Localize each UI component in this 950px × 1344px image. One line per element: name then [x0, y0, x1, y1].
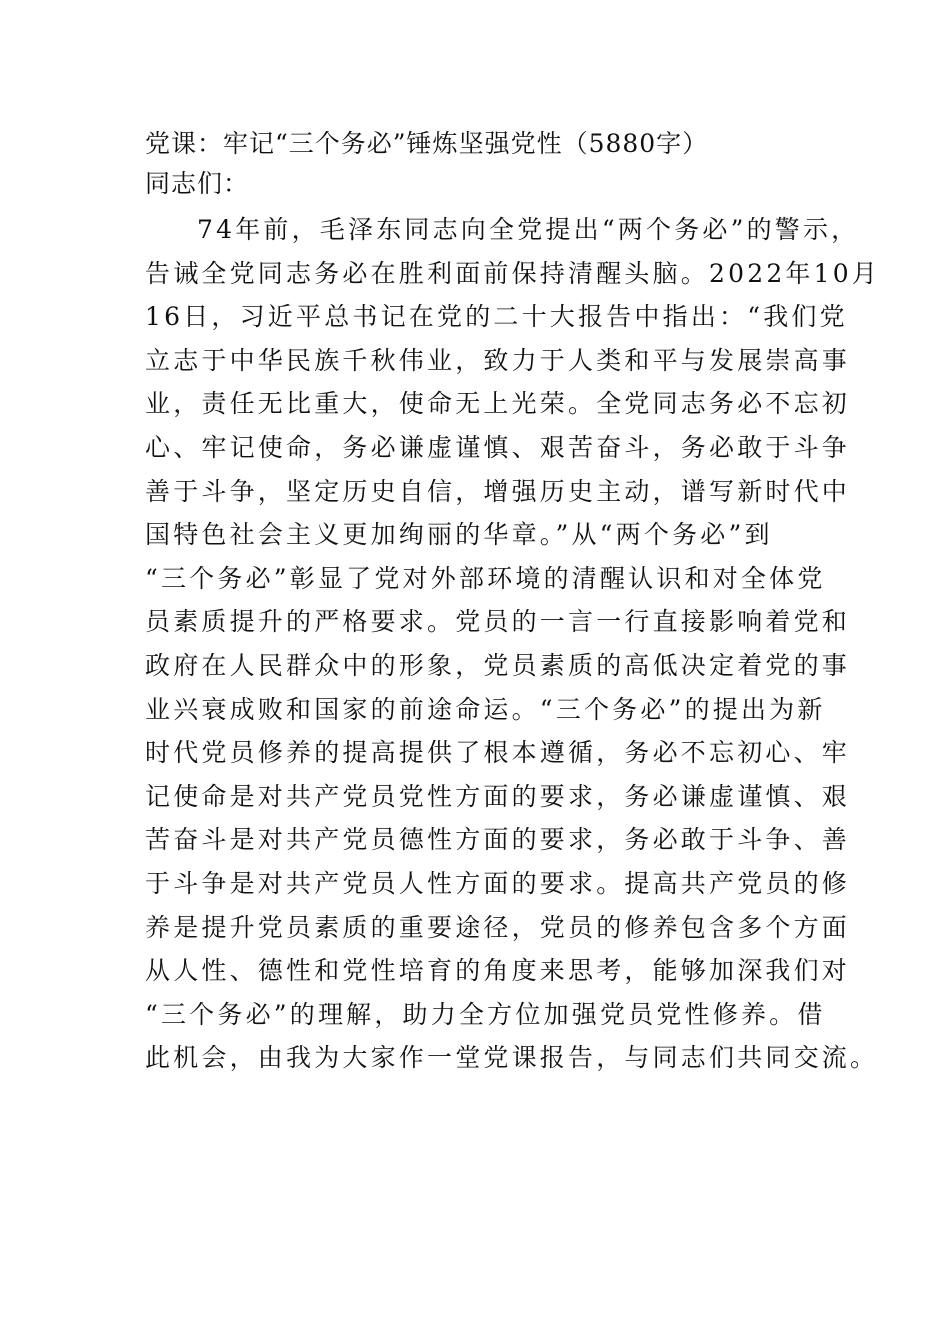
paragraph-line: 国特色社会主义更加绚丽的华章。”从“两个务必”到	[145, 520, 773, 550]
paragraph-line: 74年前，毛泽东同志向全党提出“两个务必”的警示，	[197, 215, 860, 244]
paragraph-line: 时代党员修养的提高提供了根本遵循，务必不忘初心、牢	[145, 738, 851, 768]
paragraph-line: 告诫全党同志务必在胜利面前保持清醒头脑。2022年10月	[145, 258, 881, 288]
paragraph-line: 养是提升党员素质的重要途径，党员的修养包含多个方面	[145, 912, 851, 942]
paragraph-line: 从人性、德性和党性培育的角度来思考，能够加深我们对	[145, 956, 851, 986]
paragraph-line: 立志于中华民族千秋伟业，致力于人类和平与发展崇高事	[145, 345, 851, 375]
paragraph-line: “三个务必”的理解，助力全方位加强党员党性修养。借	[145, 999, 826, 1029]
paragraph-line: 16日，习近平总书记在党的二十大报告中指出：“我们党	[145, 302, 848, 332]
paragraph-line: 记使命是对共产党员党性方面的要求，务必谦虚谨慎、艰	[145, 781, 851, 811]
document-title: 党课：牢记“三个务必”锤炼坚强党性（5880字）	[145, 129, 709, 158]
paragraph-line: 业兴衰成败和国家的前途命运。“三个务必”的提出为新	[145, 694, 826, 724]
paragraph-line: 政府在人民群众中的形象，党员素质的高低决定着党的事	[145, 650, 851, 680]
paragraph-line: 业，责任无比重大，使命无上光荣。全党同志务必不忘初	[145, 389, 851, 419]
paragraph-line: 于斗争是对共产党员人性方面的要求。提高共产党员的修	[145, 868, 851, 898]
greeting: 同志们：	[145, 169, 250, 198]
paragraph-line: 善于斗争，坚定历史自信，增强历史主动，谱写新时代中	[145, 476, 851, 506]
paragraph-line: 此机会，由我为大家作一堂党课报告，与同志们共同交流。	[145, 1043, 879, 1073]
paragraph	[145, 208, 881, 1080]
paragraph-line: 员素质提升的严格要求。党员的一言一行直接影响着党和	[145, 607, 851, 637]
paragraph-line: “三个务必”彰显了党对外部环境的清醒认识和对全体党	[145, 563, 826, 593]
document-body	[145, 124, 881, 1080]
paragraph-line: 苦奋斗是对共产党员德性方面的要求，务必敢于斗争、善	[145, 825, 851, 855]
paragraph-line: 心、牢记使命，务必谦虚谨慎、艰苦奋斗，务必敢于斗争	[145, 432, 851, 462]
